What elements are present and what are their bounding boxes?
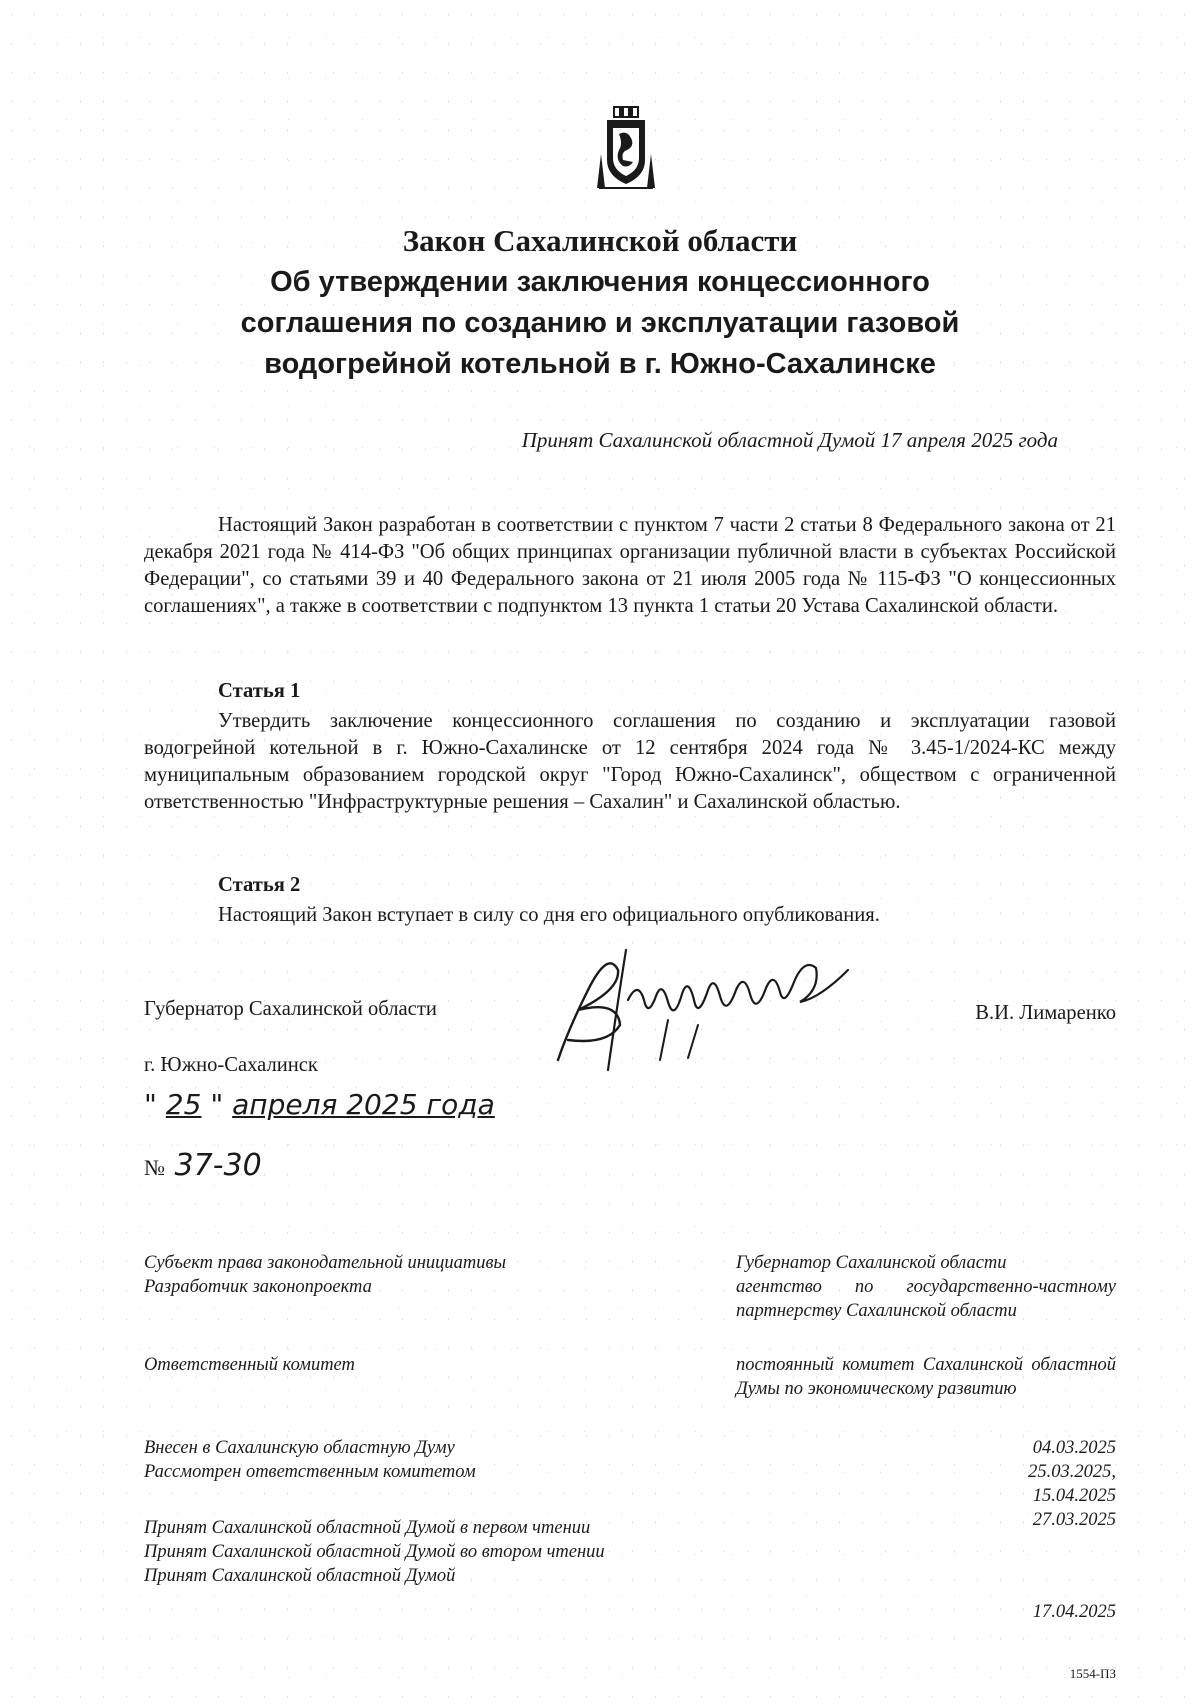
number-sign: № (144, 1155, 165, 1180)
law-title-line-2: соглашения по созданию и эксплуатации газовой (240, 307, 960, 339)
date-month-year: апреля 2025 года (232, 1088, 495, 1121)
meta-reviewed: Рассмотрен ответственным комитетом (144, 1462, 476, 1482)
document-code: 1554-ПЗ (1069, 1666, 1116, 1681)
law-title-line-3: водогрейной котельной в г. Южно-Сахалинске (264, 348, 936, 380)
meta-adopted: Принят Сахалинской областной Думой (144, 1566, 456, 1586)
coat-of-arms-icon (595, 104, 657, 190)
meta-committee: Ответственный комитет (144, 1355, 355, 1375)
signer-name: В.И. Лимаренко (975, 1002, 1116, 1024)
title-block (150, 222, 1050, 383)
meta-initiative-subject: Субъект права законодательной инициативы (144, 1253, 507, 1273)
article-1-heading: Статья 1 (218, 680, 301, 702)
date-quote-open: " (144, 1088, 157, 1121)
adoption-note: Принят Сахалинской областной Думой 17 апреля 2025 года (521, 428, 1058, 452)
meta-developer: Разработчик законопроекта (144, 1277, 372, 1297)
article-1-text: Утвердить заключение концессионного соглашения по созданию и эксплуатации газовой водогрейной котельной в г. Южно-Сахалинске от 12 сентября 2024 года № 3.45-1/2024-КС между муниципальным образованием городской округ "Город Южно-Сахалинск", обществом с ограниченной ответственностью "Инфраструктурные решения – Сахалин" и Сахалинской областью. (144, 710, 1116, 813)
law-kind: Закон Сахалинской области (402, 223, 798, 258)
signer-position: Губернатор Сахалинской области (144, 998, 437, 1020)
meta-second-reading: Принят Сахалинской областной Думой во втором чтении (144, 1542, 605, 1562)
date-first-reading: 27.03.2025 (1032, 1510, 1116, 1530)
number-value: 37-30 (174, 1148, 262, 1183)
date-quote-close: " (210, 1088, 224, 1121)
meta-initiative-value: Губернатор Сахалинской области (736, 1253, 1007, 1273)
handwritten-date (144, 1088, 495, 1121)
date-submitted: 04.03.2025 (1032, 1438, 1116, 1458)
law-number (144, 1148, 262, 1183)
date-adopted: 17.04.2025 (1032, 1602, 1116, 1622)
meta-submitted: Внесен в Сахалинскую областную Думу (144, 1438, 455, 1458)
city: г. Южно-Сахалинск (144, 1054, 318, 1076)
law-title-line-1: Об утверждении заключения концессионного (270, 266, 930, 298)
date-reviewed-2: 15.04.2025 (1032, 1486, 1116, 1506)
meta-first-reading: Принят Сахалинской областной Думой в первом чтении (144, 1518, 591, 1538)
handwritten-signature (548, 930, 868, 1080)
article-2-heading: Статья 2 (218, 874, 301, 896)
meta-committee-value: постоянный комитет Сахалинской областной Думы по экономическому развитию (736, 1355, 1116, 1399)
meta-developer-value: агентство по государственно-частному партнерству Сахалинской области (736, 1277, 1116, 1321)
preamble-paragraph: Настоящий Закон разработан в соответствии с пунктом 7 части 2 статьи 8 Федерального закона от 21 декабря 2021 года № 414-ФЗ "Об общих принципах организации публичной власти в субъектах Российской Федерации", со статьями 39 и 40 Федерального закона от 21 июля 2005 года № 115-ФЗ "О концессионных соглашениях", а также в соответствии с подпунктом 13 пункта 1 статьи 20 Устава Сахалинской области. (144, 514, 1116, 617)
date-day: 25 (165, 1088, 202, 1121)
date-reviewed-1: 25.03.2025, (1028, 1462, 1116, 1482)
article-2-text: Настоящий Закон вступает в силу со дня его официального опубликования. (218, 904, 880, 926)
